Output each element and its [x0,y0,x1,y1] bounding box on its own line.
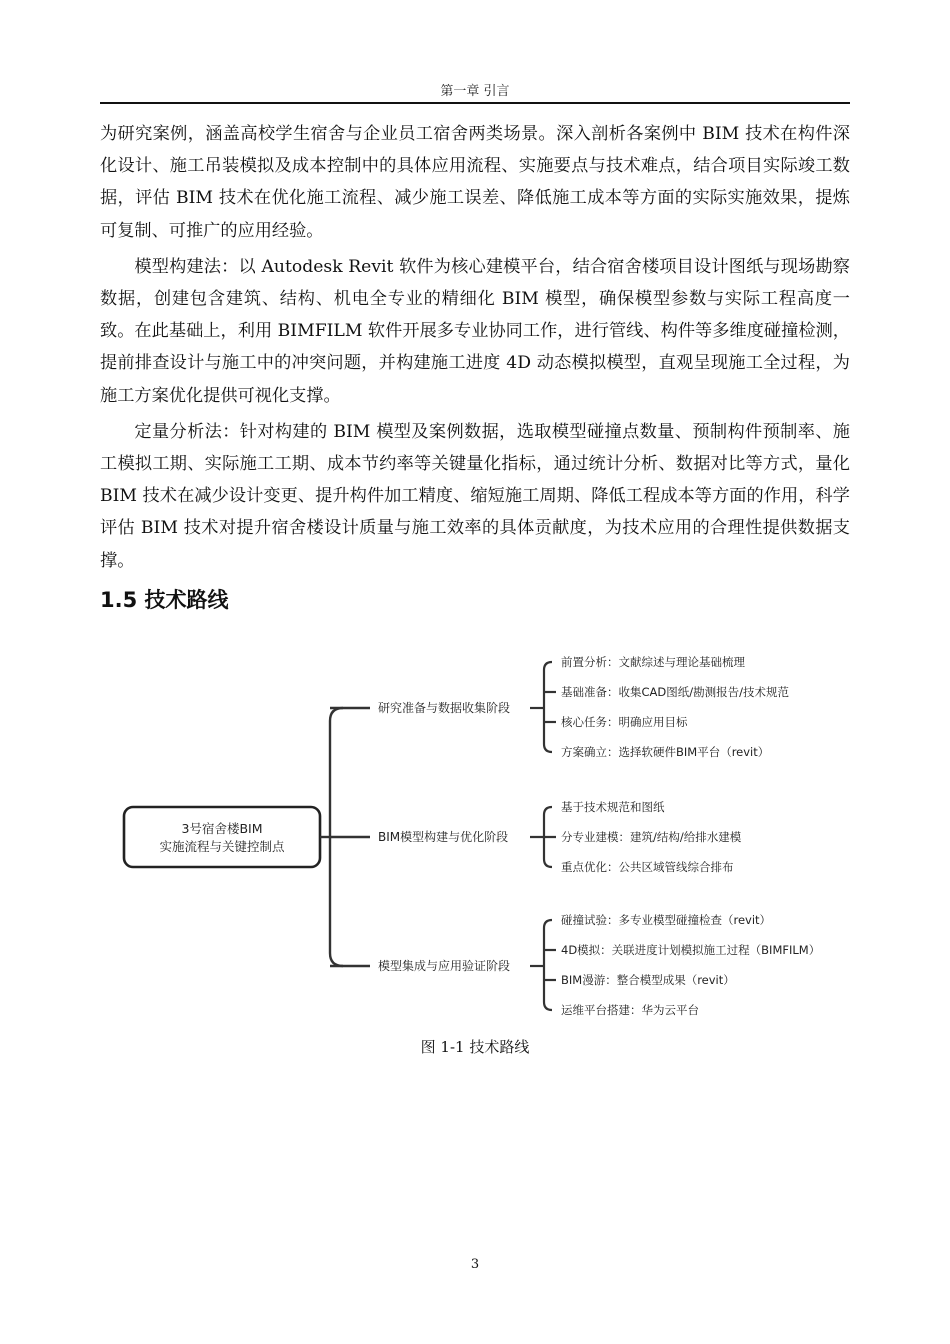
stage-2-label: BIM模型构建与优化阶段 [378,830,509,844]
paragraph-1: 为研究案例，涵盖高校学生宿舍与企业员工宿舍两类场景。深入剖析各案例中 BIM 技术在构件深化设计、施工吊装模拟及成本控制中的具体应用流程、实施要点与技术难点，结合项目实际竣工数据，评估 BIM 技术在优化施工流程、减少施工误差、降低施工成本等方面的实际实施效果，提炼可复制、可推广的应用经验。 [100,124,850,241]
stage-1-item-4: 方案确立：选择软硬件BIM平台（revit） [561,745,770,759]
stage-3-items-bracket [544,920,552,1010]
section-heading: 1.5 技术路线 [100,588,229,612]
stage-1-items-bracket [544,662,552,752]
stage-2-item-2: 分专业建模：建筑/结构/给排水建模 [561,830,742,844]
stage-1-label: 研究准备与数据收集阶段 [378,701,511,715]
paragraph-3: 定量分析法：针对构建的 BIM 模型及案例数据，选取模型碰撞点数量、预制构件预制率、施工模拟工期、实际施工工期、成本节约率等关键量化指标，通过统计分析、数据对比等方式，量化 BIM 技术在减少设计变更、提升构件加工精度、缩短施工周期、降低工程成本等方面的作用，科学评估 BIM 技术对提升宿舍楼设计质量与施工效率的具体贡献度，为技术应用的合理性提供数据支撑。 [100,421,850,571]
root-node-box [124,807,320,867]
page-number: 3 [470,1257,480,1272]
stage-1-item-1: 前置分析：文献综述与理论基础梳理 [561,655,745,669]
stage-1-item-2: 基础准备：收集CAD图纸/勘测报告/技术规范 [561,685,789,699]
stage-1-item-3: 核心任务：明确应用目标 [561,715,688,729]
stage-2-item-3: 重点优化：公共区域管线综合排布 [561,860,734,874]
body-text [100,118,850,581]
paragraph-2: 模型构建法：以 Autodesk Revit 软件为核心建模平台，结合宿舍楼项目设计图纸与现场勘察数据，创建包含建筑、结构、机电全专业的精细化 BIM 模型，确保模型参数与实际工程高度一致。在此基础上，利用 BIMFILM 软件开展多专业协同工作，进行管线、构件等多维度碰撞检测，提前排查设计与施工中的冲突问题，并构建施工进度 4D 动态模拟模型，直观呈现施工全过程，为施工方案优化提供可视化支撑。 [100,256,850,406]
diagram-svg [100,640,850,1030]
running-header: 第一章 引言 [440,84,510,99]
figure-caption: 图 1-1 技术路线 [420,1038,530,1056]
technical-route-diagram [100,640,850,1030]
stage-2-item-1: 基于技术规范和图纸 [561,800,665,814]
stage-3-label: 模型集成与应用验证阶段 [378,959,511,973]
stage-3-item-1: 碰撞试验：多专业模型碰撞检查（revit） [561,913,772,927]
header-rule [100,102,850,104]
root-node-line1: 3号宿舍楼BIM [181,821,263,836]
stage-3-item-2: 4D模拟：关联进度计划模拟施工过程（BIMFILM） [561,943,821,957]
stage-3-item-3: BIM漫游：整合模型成果（revit） [561,973,735,987]
root-node-line2: 实施流程与关键控制点 [159,839,285,854]
stage-3-item-4: 运维平台搭建：华为云平台 [561,1003,699,1017]
